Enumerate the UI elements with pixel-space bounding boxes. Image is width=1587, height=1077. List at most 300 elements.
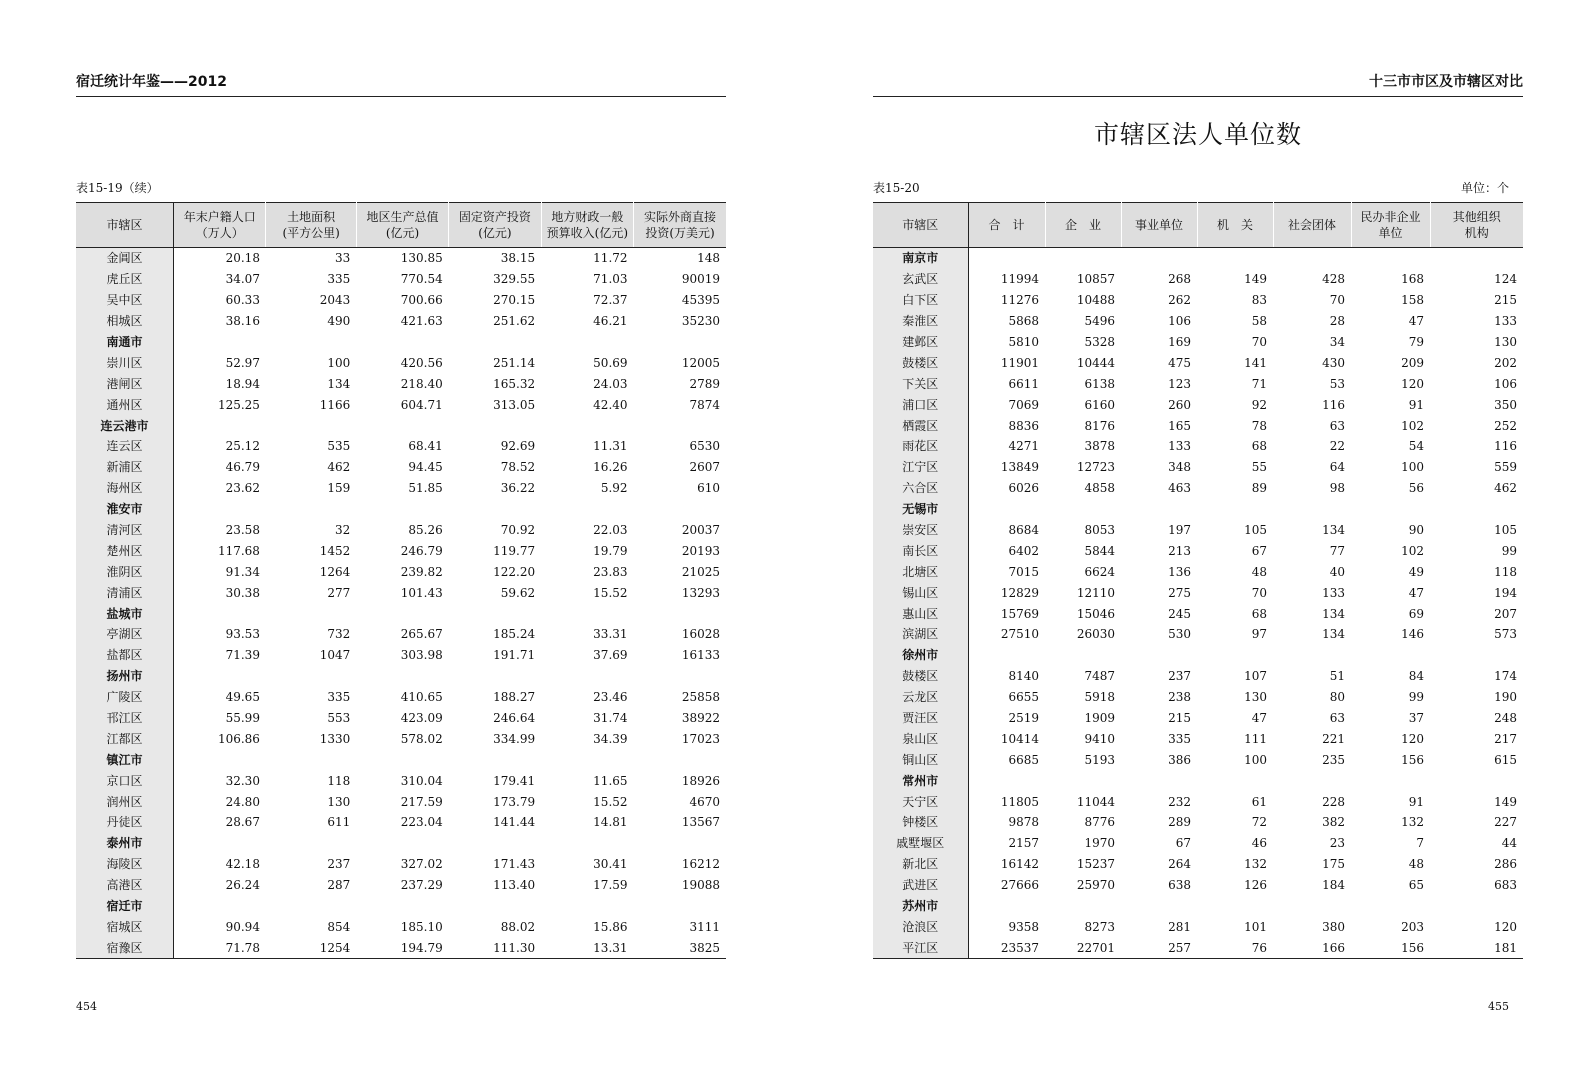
district-name: 海州区 (76, 478, 174, 499)
district-name: 贾汪区 (873, 708, 968, 729)
table-cell: 237 (1168, 669, 1191, 684)
table-cell: 59.62 (500, 585, 536, 600)
table-cell: 171.43 (493, 857, 536, 872)
table-row (76, 917, 726, 938)
district-name: 虎丘区 (76, 269, 174, 290)
table-cell: 268 (1168, 272, 1191, 287)
table-cell: 156 (1401, 940, 1424, 955)
table-cell: 47 (1251, 711, 1267, 726)
table-cell (541, 666, 633, 687)
district-name: 丹徒区 (76, 812, 174, 833)
left-page (76, 0, 726, 1077)
table-cell (1045, 499, 1121, 520)
table-cell: 700.66 (400, 293, 443, 308)
table-cell: 99 (1501, 543, 1517, 558)
table-cell: 209 (1401, 355, 1424, 370)
district-name: 六合区 (873, 478, 968, 499)
table-cell: 28.67 (225, 815, 260, 830)
table-cell: 68.41 (408, 439, 443, 454)
table-cell (1045, 770, 1121, 791)
table-cell: 559 (1494, 460, 1517, 475)
right-page (873, 0, 1523, 1077)
table-body (76, 248, 726, 959)
table-cell: 118 (327, 773, 351, 788)
table-cell: 15.52 (593, 794, 628, 809)
table-row (873, 666, 1523, 687)
table-row (873, 457, 1523, 478)
district-name: 京口区 (76, 770, 174, 791)
column-header: 事业单位 (1121, 203, 1197, 248)
table-cell: 1330 (319, 731, 351, 746)
table-cell: 8776 (1084, 815, 1115, 830)
district-name: 沧浪区 (873, 917, 968, 938)
table-row (76, 937, 726, 958)
table-row (873, 540, 1523, 561)
table-cell: 166 (1322, 940, 1345, 955)
table-cell: 31.74 (593, 711, 628, 726)
table-cell: 11805 (1000, 794, 1039, 809)
table-cell: 264 (1168, 857, 1191, 872)
table-cell: 14.81 (593, 815, 628, 830)
table-cell: 329.55 (493, 272, 536, 287)
table-cell (1121, 896, 1197, 917)
table-cell: 67 (1251, 543, 1267, 558)
table-cell: 604.71 (400, 397, 443, 412)
table-cell: 37.69 (593, 648, 628, 663)
table-cell: 111 (1244, 731, 1267, 746)
table-row (873, 561, 1523, 582)
table-cell: 2789 (689, 376, 720, 391)
statistics-table-15-19 (76, 202, 726, 959)
table-cell: 102 (1401, 543, 1424, 558)
district-name: 清浦区 (76, 582, 174, 603)
table-cell: 56 (1408, 481, 1424, 496)
table-cell: 72 (1251, 815, 1267, 830)
table-cell (1430, 770, 1523, 791)
table-cell: 130.85 (400, 251, 443, 266)
table-cell: 5868 (1008, 314, 1039, 329)
table-cell (1273, 770, 1351, 791)
table-cell: 202 (1494, 355, 1517, 370)
column-header: 市辖区 (873, 203, 968, 248)
table-cell: 8836 (1008, 418, 1039, 433)
table-cell: 463 (1168, 481, 1191, 496)
column-header: 年末户籍人口 （万人） (174, 203, 266, 248)
table-cell: 27666 (1000, 878, 1039, 893)
table-cell: 52.97 (225, 355, 260, 370)
table-row (76, 540, 726, 561)
city-name: 盐城市 (76, 603, 174, 624)
table-cell (174, 749, 266, 770)
table-cell: 156 (1401, 752, 1424, 767)
table-cell: 6530 (689, 439, 720, 454)
table-cell: 165 (1168, 418, 1191, 433)
table-cell: 421.63 (400, 314, 443, 329)
table-cell: 46.21 (593, 314, 628, 329)
table-row (873, 791, 1523, 812)
column-header: 机 关 (1197, 203, 1273, 248)
table-cell: 120 (1401, 376, 1424, 391)
district-name: 清河区 (76, 520, 174, 541)
table-cell: 54 (1408, 439, 1424, 454)
table-cell: 15.86 (593, 919, 628, 934)
district-name: 玄武区 (873, 269, 968, 290)
table-cell: 71.39 (225, 648, 260, 663)
table-cell: 2043 (319, 293, 351, 308)
table-row (76, 478, 726, 499)
table-cell: 310.04 (400, 773, 443, 788)
table-cell: 10857 (1076, 272, 1115, 287)
table-cell: 10444 (1076, 355, 1115, 370)
table-cell (1273, 896, 1351, 917)
table-cell: 281 (1168, 919, 1191, 934)
table-cell (1351, 248, 1430, 269)
table-cell: 53 (1329, 376, 1345, 391)
table-cell (1045, 248, 1121, 269)
table-row (873, 478, 1523, 499)
table-cell: 2607 (689, 460, 720, 475)
city-name: 扬州市 (76, 666, 174, 687)
table-cell: 134 (327, 376, 351, 391)
table-cell: 33.31 (593, 627, 628, 642)
table-cell (968, 896, 1045, 917)
table-cell: 2157 (1008, 836, 1039, 851)
table-cell (541, 332, 633, 353)
table-cell: 46 (1251, 836, 1267, 851)
table-row (76, 854, 726, 875)
table-cell: 615 (1494, 752, 1517, 767)
table-cell: 71.03 (593, 272, 628, 287)
district-name: 连云区 (76, 436, 174, 457)
table-cell: 610 (697, 481, 720, 496)
table-cell: 106 (1168, 314, 1191, 329)
table-cell: 854 (327, 919, 351, 934)
table-row (873, 875, 1523, 896)
table-cell: 5328 (1084, 335, 1115, 349)
table-cell: 11994 (1000, 272, 1039, 287)
table-cell (968, 770, 1045, 791)
table-cell: 25.12 (225, 439, 260, 454)
table-cell: 15.52 (593, 585, 628, 600)
table-row (76, 791, 726, 812)
table-cell (634, 499, 726, 520)
table-cell (449, 415, 541, 436)
table-cell: 3111 (689, 919, 720, 934)
table-cell: 215 (1168, 711, 1191, 726)
table-cell: 1264 (319, 564, 351, 579)
table-cell: 48 (1251, 564, 1267, 579)
table-cell: 350 (1494, 397, 1517, 412)
table-cell: 65 (1408, 878, 1424, 893)
table-cell: 191.71 (493, 648, 536, 663)
table-cell: 235 (1322, 752, 1345, 767)
table-cell (449, 896, 541, 917)
table-cell: 475 (1168, 355, 1191, 370)
table-cell: 78.52 (500, 460, 536, 475)
table-cell (541, 749, 633, 770)
table-cell: 251.62 (493, 314, 536, 329)
city-name: 徐州市 (873, 645, 968, 666)
table-cell (1430, 896, 1523, 917)
table-cell: 12005 (681, 355, 720, 370)
table-cell (449, 603, 541, 624)
district-name: 港闸区 (76, 373, 174, 394)
table-cell: 9410 (1084, 731, 1115, 746)
table-cell: 36.22 (500, 481, 536, 496)
table-cell: 8684 (1008, 523, 1039, 538)
city-name: 泰州市 (76, 833, 174, 854)
unit-label: 单位：个 (1460, 181, 1509, 195)
district-name: 鼓楼区 (873, 666, 968, 687)
city-name: 苏州市 (873, 896, 968, 917)
table-cell: 7487 (1084, 669, 1115, 684)
district-name: 雨花区 (873, 436, 968, 457)
table-cell: 335 (327, 272, 351, 287)
table-cell: 185.24 (493, 627, 536, 642)
table-cell: 203 (1401, 919, 1424, 934)
district-name: 江都区 (76, 728, 174, 749)
table-cell (1197, 645, 1273, 666)
table-row (873, 415, 1523, 436)
table-cell: 251.14 (493, 355, 536, 370)
table-cell: 120 (1401, 731, 1424, 746)
table-cell: 7015 (1008, 564, 1039, 579)
table-cell: 80 (1329, 690, 1345, 705)
city-group-row (76, 499, 726, 520)
table-cell: 91 (1408, 397, 1424, 412)
table-cell: 6160 (1084, 397, 1115, 412)
column-header: 其他组织 机构 (1430, 203, 1523, 248)
table-cell: 9878 (1008, 815, 1039, 830)
table-cell: 246.64 (493, 711, 536, 726)
table-cell: 25858 (681, 690, 720, 705)
table-cell: 92.69 (500, 439, 536, 454)
district-name: 宿城区 (76, 917, 174, 938)
table-cell: 213 (1168, 543, 1191, 558)
table-cell: 8140 (1008, 669, 1039, 684)
table-cell: 22701 (1076, 940, 1115, 955)
table-cell: 83 (1251, 293, 1267, 308)
table-row (76, 248, 726, 269)
district-name: 楚州区 (76, 540, 174, 561)
table-cell: 134 (1322, 627, 1345, 642)
table-cell (968, 499, 1045, 520)
table-cell (1351, 645, 1430, 666)
table-cell (1045, 645, 1121, 666)
table-cell: 248 (1494, 711, 1517, 726)
table-row (76, 812, 726, 833)
table-row (873, 708, 1523, 729)
table-cell (356, 415, 448, 436)
table-cell: 2519 (1008, 711, 1039, 726)
table-row (76, 311, 726, 332)
table-cell: 85.26 (408, 523, 443, 538)
table-cell: 207 (1494, 606, 1517, 621)
table-cell (968, 248, 1045, 269)
table-cell: 68 (1251, 606, 1267, 621)
table-cell: 5918 (1084, 690, 1115, 705)
table-cell (174, 415, 266, 436)
column-header: 固定资产投资 (亿元) (449, 203, 541, 248)
table-cell (266, 749, 356, 770)
table-cell: 141 (1244, 355, 1267, 370)
table-cell: 6026 (1008, 481, 1039, 496)
table-row (873, 937, 1523, 958)
table-cell: 12829 (1000, 585, 1039, 600)
table-cell: 27510 (1000, 627, 1039, 642)
table-cell: 149 (1244, 272, 1267, 287)
table-cell (1351, 499, 1430, 520)
table-row (873, 624, 1523, 645)
table-cell: 221 (1322, 731, 1345, 746)
table-cell: 4670 (689, 794, 720, 809)
table-cell: 11044 (1076, 794, 1115, 809)
table-cell: 6624 (1084, 564, 1115, 579)
table-cell: 37 (1408, 711, 1424, 726)
table-cell (968, 645, 1045, 666)
table-cell: 20037 (681, 523, 720, 538)
table-cell (634, 896, 726, 917)
page-number: 455 (1488, 1000, 1509, 1013)
table-cell: 3878 (1084, 439, 1115, 454)
table-cell: 61 (1251, 794, 1267, 809)
table-cell: 6685 (1008, 752, 1039, 767)
table-cell: 23 (1329, 836, 1345, 851)
table-cell: 303.98 (400, 648, 443, 663)
table-cell: 430 (1322, 355, 1345, 370)
city-name: 镇江市 (76, 749, 174, 770)
table-cell: 3825 (689, 940, 720, 955)
table-cell (266, 332, 356, 353)
table-cell: 106.86 (217, 731, 260, 746)
table-cell (1273, 499, 1351, 520)
table-cell: 23.83 (593, 564, 628, 579)
table-cell: 11.65 (593, 773, 628, 788)
table-cell (266, 415, 356, 436)
table-cell: 125.25 (217, 397, 260, 412)
table-cell (174, 666, 266, 687)
table-cell: 98 (1329, 481, 1345, 496)
table-cell: 46.79 (225, 460, 260, 475)
table-cell: 5810 (1008, 335, 1039, 349)
table-cell (356, 896, 448, 917)
table-cell: 120 (1494, 919, 1517, 934)
district-name: 南长区 (873, 540, 968, 561)
table-cell (266, 896, 356, 917)
city-group-row (76, 603, 726, 624)
table-row (76, 394, 726, 415)
table-cell: 10414 (1000, 731, 1039, 746)
table-cell: 38.15 (500, 251, 536, 266)
table-cell: 22 (1329, 439, 1345, 454)
table-cell (449, 332, 541, 353)
city-group-row (76, 896, 726, 917)
table-cell: 116 (1494, 439, 1517, 454)
table-cell: 239.82 (400, 564, 443, 579)
table-cell: 123 (1168, 376, 1191, 391)
table-cell: 611 (327, 815, 351, 830)
table-cell: 132 (1401, 815, 1424, 830)
table-cell: 58 (1251, 314, 1267, 329)
table-cell (1351, 770, 1430, 791)
table-cell: 91 (1408, 794, 1424, 809)
table-cell: 462 (327, 460, 351, 475)
table-cell: 15769 (1000, 606, 1039, 621)
table-cell: 11.72 (593, 251, 628, 266)
table-cell (1121, 645, 1197, 666)
city-group-row (873, 248, 1523, 269)
table-cell: 124 (1494, 272, 1517, 287)
table-cell (634, 666, 726, 687)
table-cell: 265.67 (400, 627, 443, 642)
table-row (873, 269, 1523, 290)
table-cell: 169 (1168, 335, 1191, 349)
table-cell (449, 666, 541, 687)
table-cell: 382 (1322, 815, 1345, 830)
table-cell: 136 (1168, 564, 1191, 579)
table-cell: 101 (1244, 919, 1267, 934)
table-cell: 23.62 (225, 481, 260, 496)
table-cell: 215 (1494, 293, 1517, 308)
city-group-row (76, 332, 726, 353)
table-cell: 60.33 (225, 293, 260, 308)
table-cell: 232 (1168, 794, 1191, 809)
table-cell: 6655 (1008, 690, 1039, 705)
table-cell (634, 603, 726, 624)
table-cell: 423.09 (400, 711, 443, 726)
table-row (873, 833, 1523, 854)
column-header: 土地面积 (平方公里) (266, 203, 356, 248)
table-header-row (873, 203, 1523, 248)
table-row (873, 917, 1523, 938)
table-cell: 286 (1494, 857, 1517, 872)
district-name: 平江区 (873, 937, 968, 958)
table-cell: 13293 (681, 585, 720, 600)
table-cell: 553 (327, 711, 351, 726)
district-name: 云龙区 (873, 687, 968, 708)
table-cell: 11276 (1000, 293, 1039, 308)
table-cell: 113.40 (493, 878, 536, 893)
district-name: 铜山区 (873, 749, 968, 770)
table-cell: 6611 (1008, 376, 1039, 391)
table-cell: 71 (1251, 376, 1267, 391)
table-cell: 15237 (1076, 857, 1115, 872)
table-cell: 118 (1494, 564, 1517, 579)
table-cell: 16028 (681, 627, 720, 642)
district-name: 锡山区 (873, 582, 968, 603)
city-name: 无锡市 (873, 499, 968, 520)
table-cell: 130 (327, 794, 351, 809)
table-cell: 16212 (681, 857, 720, 872)
table-cell: 34.39 (593, 731, 628, 746)
table-cell: 380 (1322, 919, 1345, 934)
table-cell: 410.65 (400, 690, 443, 705)
table-cell: 313.05 (493, 397, 536, 412)
table-cell: 223.04 (400, 815, 443, 830)
table-row (873, 854, 1523, 875)
table-cell: 30.38 (225, 585, 260, 600)
table-cell: 1047 (319, 648, 351, 663)
table-cell: 13567 (681, 815, 720, 830)
table-cell: 175 (1322, 857, 1345, 872)
table-cell: 5844 (1084, 543, 1115, 558)
table-cell: 77 (1329, 543, 1345, 558)
table-row (76, 645, 726, 666)
table-cell: 49 (1408, 564, 1424, 579)
running-head: 十三市市区及市辖区对比 (873, 72, 1523, 97)
table-cell: 23.58 (225, 523, 260, 538)
table-cell: 15046 (1076, 606, 1115, 621)
